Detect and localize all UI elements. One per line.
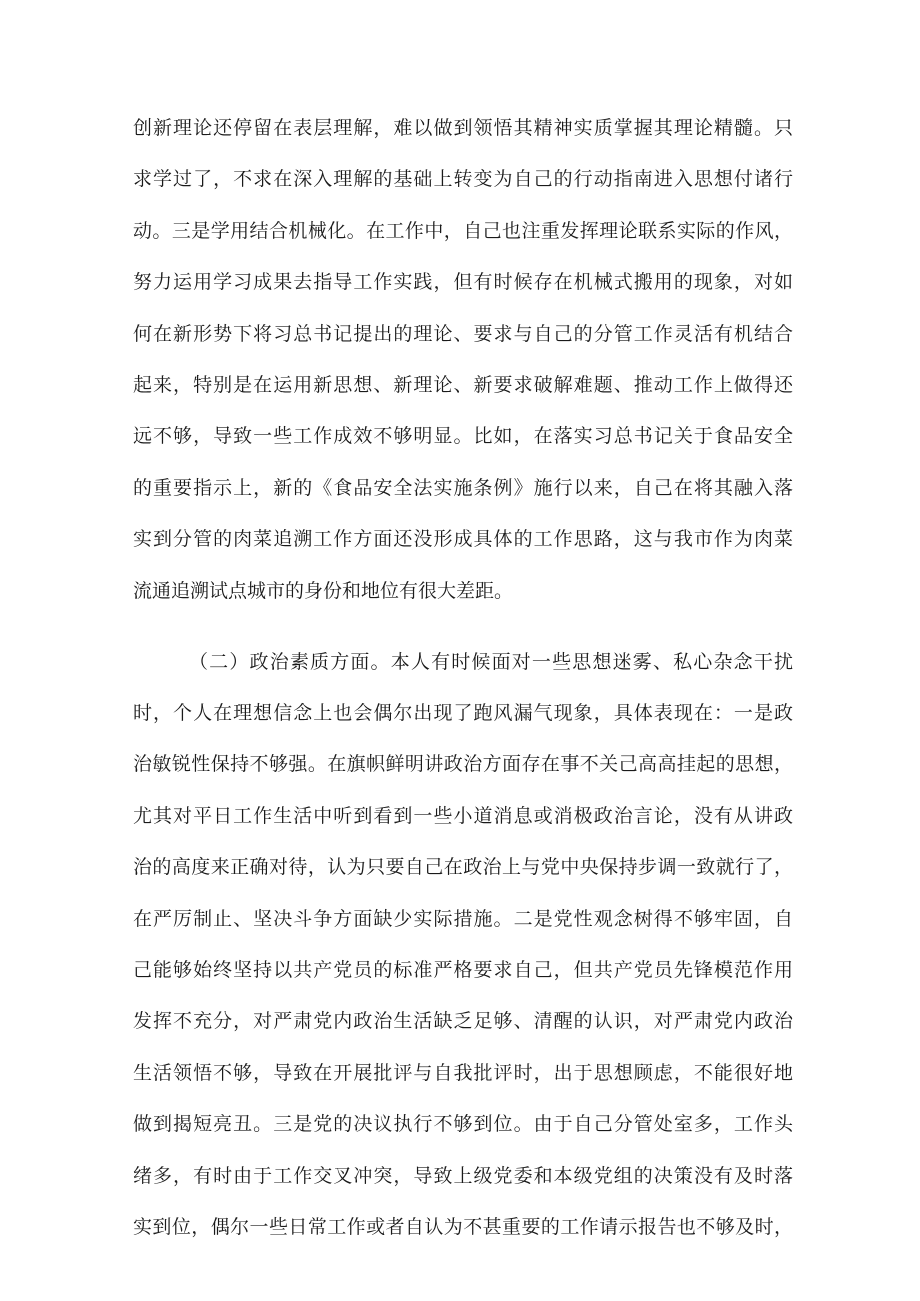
paragraph-2-line: （二）政治素质方面。本人有时候面对一些思想迷雾、私心杂念干扰 xyxy=(189,651,793,673)
paragraph-2-line: 时，个人在理想信念上也会偶尔出现了跑风漏气现象，具体表现在：一是政 xyxy=(133,702,793,724)
paragraph-2-line: 治的高度来正确对待，认为只要自己在政治上与党中央保持步调一致就行了， xyxy=(133,856,793,878)
paragraph-1-line: 求学过了，不求在深入理解的基础上转变为自己的行动指南进入思想付诸行 xyxy=(133,168,793,190)
paragraph-1-line: 努力运用学习成果去指导工作实践，但有时候存在机械式搬用的现象，对如 xyxy=(133,271,793,293)
paragraph-2-line: 绪多，有时由于工作交叉冲突，导致上级党委和本级党组的决策没有及时落 xyxy=(133,1165,793,1187)
paragraph-1-line: 远不够，导致一些工作成效不够明显。比如，在落实习总书记关于食品安全 xyxy=(133,425,793,447)
paragraph-2-line: 己能够始终坚持以共产党员的标准严格要求自己，但共产党员先锋模范作用 xyxy=(133,959,793,981)
paragraph-1-line: 实到分管的肉菜追溯工作方面还没形成具体的工作思路，这与我市作为肉菜 xyxy=(133,528,793,550)
paragraph-2-line: 生活领悟不够，导致在开展批评与自我批评时，出于思想顾虑，不能很好地 xyxy=(133,1062,793,1084)
paragraph-1-line: 流通追溯试点城市的身份和地位有很大差距。 xyxy=(133,580,514,602)
paragraph-2-line: 治敏锐性保持不够强。在旗帜鲜明讲政治方面存在事不关己高高挂起的思想， xyxy=(133,753,793,775)
paragraph-2-line: 发挥不充分，对严肃党内政治生活缺乏足够、清醒的认识，对严肃党内政治 xyxy=(133,1010,793,1032)
paragraph-2-line: 做到揭短亮丑。三是党的决议执行不够到位。由于自己分管处室多，工作头 xyxy=(133,1113,793,1135)
paragraph-2-line: 在严厉制止、坚决斗争方面缺少实际措施。二是党性观念树得不够牢固，自 xyxy=(133,908,793,930)
paragraph-2-line: 实到位，偶尔一些日常工作或者自认为不甚重要的工作请示报告也不够及时， xyxy=(133,1216,793,1238)
paragraph-1-line: 起来，特别是在运用新思想、新理论、新要求破解难题、推动工作上做得还 xyxy=(133,374,793,396)
paragraph-2-line: 尤其对平日工作生活中听到看到一些小道消息或消极政治言论，没有从讲政 xyxy=(133,805,793,827)
paragraph-1-line: 动。三是学用结合机械化。在工作中，自己也注重发挥理论联系实际的作风， xyxy=(133,220,793,242)
paragraph-1-line: 的重要指示上，新的《食品安全法实施条例》施行以来，自己在将其融入落 xyxy=(133,477,793,499)
paragraph-1-line: 何在新形势下将习总书记提出的理论、要求与自己的分管工作灵活有机结合 xyxy=(133,323,793,345)
paragraph-1-line: 创新理论还停留在表层理解，难以做到领悟其精神实质掌握其理论精髓。只 xyxy=(133,117,793,139)
